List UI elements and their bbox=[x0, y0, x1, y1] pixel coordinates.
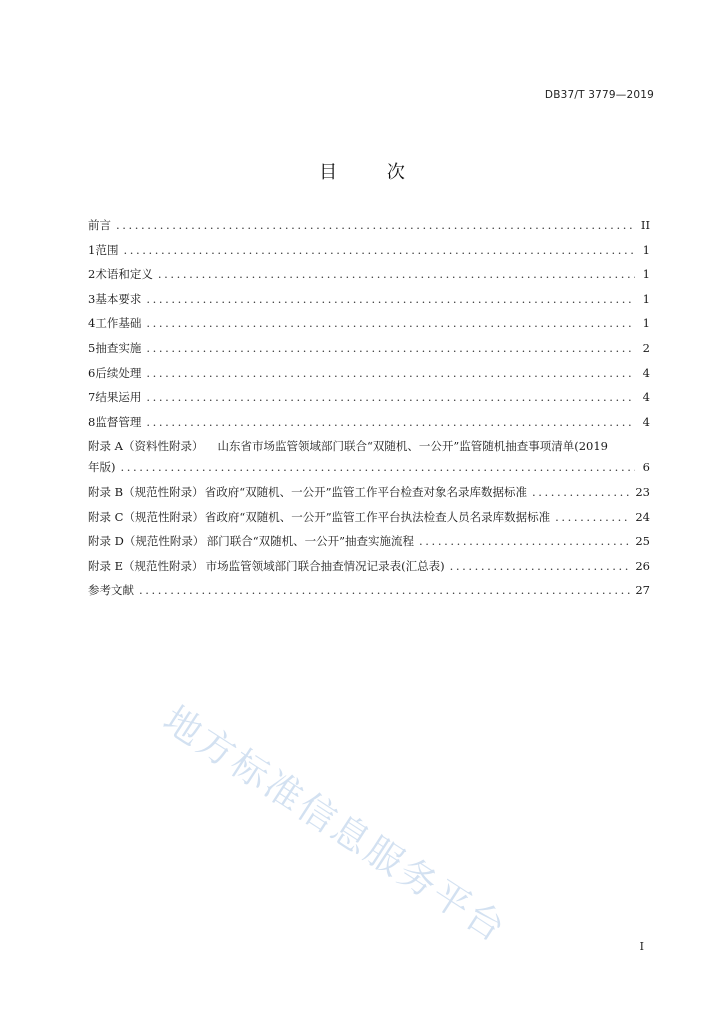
toc-entry-page: 6 bbox=[642, 460, 650, 475]
toc-entry-preface[interactable] bbox=[88, 217, 650, 242]
toc-entry-label: 基本要求 bbox=[95, 291, 142, 306]
toc-appendix-prefix: 附录 B（规范性附录） bbox=[88, 484, 204, 499]
toc-appendix-prefix: 附录 A（资料性附录） bbox=[88, 439, 204, 454]
toc-entry-page: 1 bbox=[642, 267, 650, 282]
toc-entry-page: 24 bbox=[635, 509, 650, 524]
watermark-text: 地方标准信息服务平台 bbox=[155, 697, 515, 952]
toc-entry-7[interactable] bbox=[88, 389, 650, 414]
toc-leader-dots bbox=[555, 510, 630, 524]
toc-appendix-prefix: 附录 D（规范性附录） bbox=[88, 534, 205, 549]
toc-entry-appendix-e[interactable] bbox=[88, 558, 650, 583]
toc-entry-label: 省政府“双随机、一公开”监管工作平台检查对象名录库数据标准 bbox=[204, 484, 527, 499]
toc-entry-page: 1 bbox=[642, 316, 650, 331]
toc-entry-label: 抽查实施 bbox=[95, 340, 142, 355]
toc-entry-label: 监督管理 bbox=[95, 414, 142, 429]
toc-entry-number: 7 bbox=[88, 390, 96, 405]
toc-leader-dots bbox=[146, 390, 635, 404]
toc-entry-number: 5 bbox=[88, 340, 96, 355]
toc-leader-dots bbox=[419, 534, 630, 548]
toc-entry-label: 前言 bbox=[88, 218, 111, 232]
toc-leader-dots bbox=[146, 316, 635, 330]
toc-leader-dots bbox=[121, 460, 636, 474]
table-of-contents bbox=[88, 217, 650, 607]
toc-entry-label: 省政府“双随机、一公开”监管工作平台执法检查人员名录库数据标准 bbox=[204, 509, 551, 524]
toc-entry-page: 4 bbox=[642, 414, 650, 429]
toc-entry-label: 范围 bbox=[95, 242, 119, 257]
toc-entry-1[interactable] bbox=[88, 242, 650, 267]
toc-entry-label: 山东省市场监管领域部门联合“双随机、一公开”监管随机抽查事项清单(2019 bbox=[217, 439, 608, 454]
toc-leader-dots bbox=[158, 267, 635, 281]
toc-entry-number: 8 bbox=[88, 414, 96, 429]
toc-entry-number: 1 bbox=[88, 242, 96, 257]
toc-entry-label: 部门联合“双随机、一公开”抽查实施流程 bbox=[206, 534, 415, 549]
toc-leader-dots bbox=[146, 415, 635, 429]
toc-appendix-prefix: 附录 E（规范性附录） bbox=[88, 558, 204, 573]
toc-entry-page: 23 bbox=[635, 484, 650, 499]
document-code: DB37/T 3779—2019 bbox=[544, 89, 654, 101]
toc-entry-page: 27 bbox=[635, 583, 650, 598]
toc-entry-label: 后续处理 bbox=[95, 365, 142, 380]
toc-leader-dots bbox=[146, 341, 635, 355]
toc-entry-3[interactable] bbox=[88, 291, 650, 316]
toc-leader-dots bbox=[124, 243, 635, 257]
toc-entry-5[interactable] bbox=[88, 340, 650, 365]
toc-entry-label: 结果运用 bbox=[95, 390, 142, 405]
toc-entry-page: 2 bbox=[642, 340, 650, 355]
page-number: I bbox=[639, 940, 644, 953]
toc-entry-number: 2 bbox=[88, 267, 96, 282]
toc-entry-page: 1 bbox=[642, 242, 650, 257]
toc-entry-number: 4 bbox=[88, 316, 96, 331]
toc-entry-page: 4 bbox=[642, 390, 650, 405]
toc-leader-dots bbox=[450, 559, 631, 573]
toc-leader-dots bbox=[532, 485, 630, 499]
toc-leader-dots bbox=[139, 583, 630, 597]
toc-entry-appendix-a[interactable] bbox=[88, 438, 650, 484]
toc-entry-references[interactable] bbox=[88, 582, 650, 607]
toc-entry-appendix-d[interactable] bbox=[88, 533, 650, 558]
toc-leader-dots bbox=[116, 218, 635, 232]
toc-entry-page: 1 bbox=[642, 291, 650, 306]
toc-entry-2[interactable] bbox=[88, 266, 650, 291]
toc-entry-label: 参考文献 bbox=[88, 583, 134, 598]
toc-entry-label-continued: 年版) bbox=[88, 460, 116, 475]
toc-entry-label: 工作基础 bbox=[95, 316, 142, 331]
toc-entry-number: 6 bbox=[88, 365, 96, 380]
toc-appendix-prefix: 附录 C（规范性附录） bbox=[88, 509, 204, 524]
toc-entry-label: 市场监管领域部门联合抽查情况记录表(汇总表) bbox=[205, 558, 445, 573]
toc-entry-number: 3 bbox=[88, 291, 96, 306]
toc-entry-page: 4 bbox=[642, 365, 650, 380]
toc-entry-page: II bbox=[640, 218, 650, 232]
toc-leader-dots bbox=[146, 292, 635, 306]
toc-leader-dots bbox=[146, 366, 635, 380]
toc-entry-page: 26 bbox=[635, 558, 650, 573]
toc-entry-appendix-c[interactable] bbox=[88, 509, 650, 534]
toc-entry-6[interactable] bbox=[88, 365, 650, 390]
toc-entry-appendix-b[interactable] bbox=[88, 484, 650, 509]
page-title: 目 次 bbox=[319, 162, 427, 183]
toc-entry-8[interactable] bbox=[88, 414, 650, 439]
toc-entry-4[interactable] bbox=[88, 315, 650, 340]
toc-entry-label: 术语和定义 bbox=[95, 267, 153, 282]
toc-entry-page: 25 bbox=[635, 534, 650, 549]
